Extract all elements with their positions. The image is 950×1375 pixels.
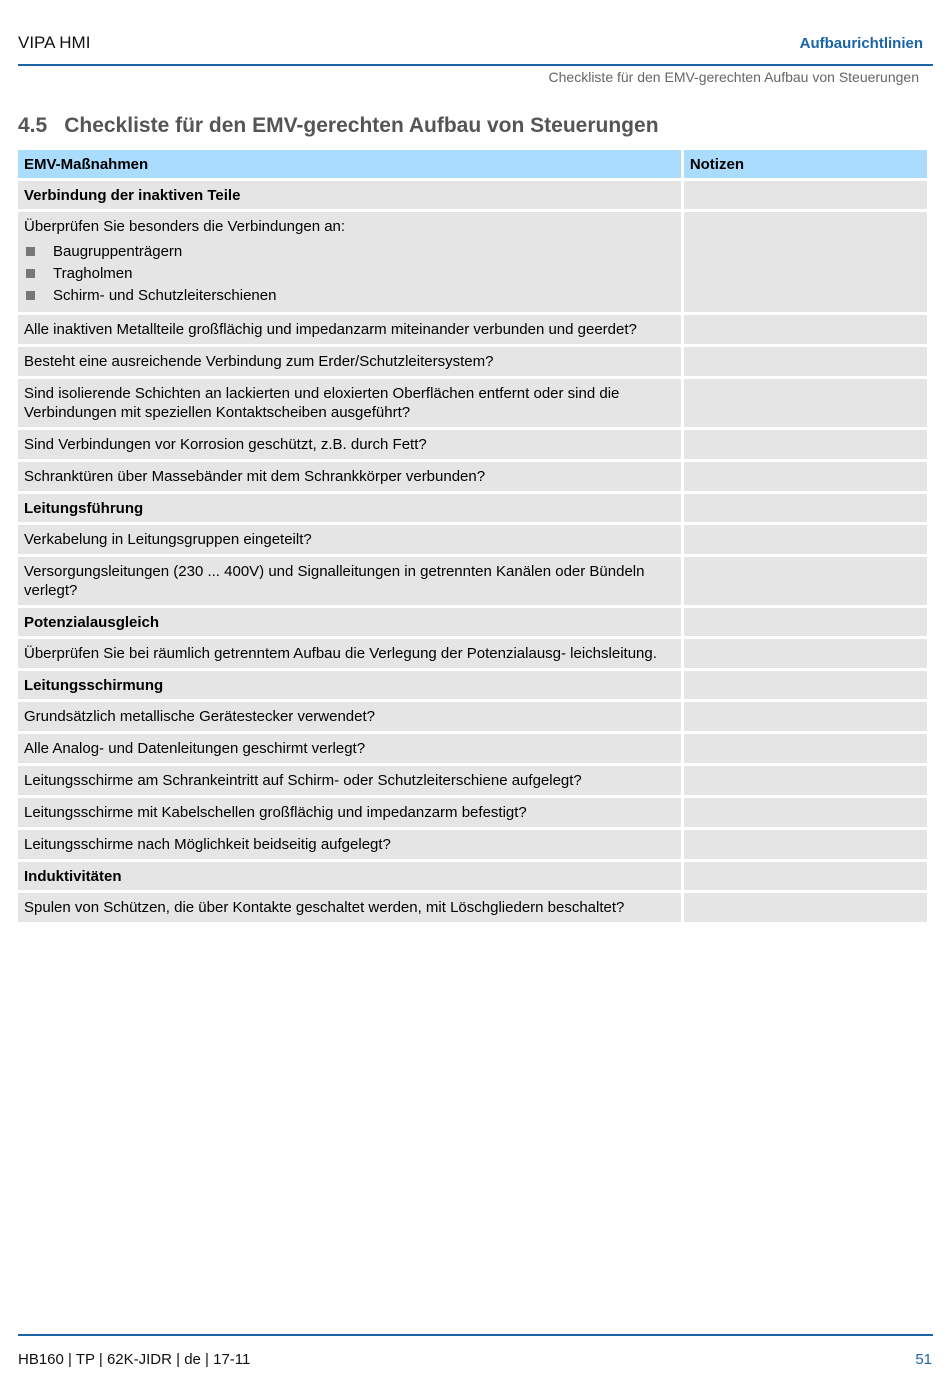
measure-cell	[18, 702, 681, 731]
group-heading	[18, 862, 681, 890]
table-row	[18, 379, 927, 427]
notes-cell	[684, 639, 927, 668]
group-heading-row	[18, 181, 927, 209]
table-row	[18, 734, 927, 763]
notes-cell	[684, 830, 927, 859]
group-heading-text: Induktivitäten	[24, 867, 122, 885]
group-heading	[18, 181, 681, 209]
group-heading-row	[18, 494, 927, 522]
section-title: Checkliste für den EMV-gerechten Aufbau von Steuerungen	[64, 114, 659, 137]
chapter-title: Aufbaurichtlinien	[799, 35, 923, 52]
table-row	[18, 212, 927, 312]
measure-cell	[18, 212, 681, 312]
measure-text: Sind Verbindungen vor Korrosion geschützt, z.B. durch Fett?	[24, 436, 427, 453]
group-heading-text: Leitungsführung	[24, 499, 144, 517]
table-row	[18, 830, 927, 859]
bullet-item	[24, 285, 675, 307]
measure-text: Sind isolierende Schichten an lackierten und eloxierten Oberflächen entfernt oder sind die Verbindungen mit speziellen Kontaktscheiben ausgeführt?	[24, 385, 620, 421]
measure-cell	[18, 798, 681, 827]
table-row	[18, 639, 927, 668]
measure-cell	[18, 893, 681, 922]
table-header-row	[18, 150, 927, 178]
notes-cell	[684, 893, 927, 922]
square-bullet-icon	[26, 269, 35, 278]
measure-text: Überprüfen Sie besonders die Verbindungen an:	[24, 218, 346, 235]
bullet-item	[24, 263, 675, 285]
measure-text: Leitungsschirme mit Kabelschellen großflächig und impedanzarm befestigt?	[24, 804, 527, 821]
group-heading	[18, 671, 681, 699]
column-header-notes: Notizen	[684, 150, 927, 178]
header-divider	[18, 64, 933, 66]
notes-cell	[684, 862, 927, 890]
table-row	[18, 893, 927, 922]
group-heading-text: Leitungsschirmung	[24, 676, 164, 694]
bullet-list	[24, 241, 675, 307]
group-heading-text: Potenzialausgleich	[24, 613, 160, 631]
group-heading-row	[18, 608, 927, 636]
measure-cell	[18, 430, 681, 459]
measure-text: Spulen von Schützen, die über Kontakte geschaltet werden, mit Löschgliedern beschaltet?	[24, 899, 625, 916]
table-body	[18, 181, 927, 922]
measure-cell	[18, 557, 681, 605]
notes-cell	[684, 494, 927, 522]
measure-cell	[18, 830, 681, 859]
bullet-item	[24, 241, 675, 263]
notes-cell	[684, 798, 927, 827]
notes-cell	[684, 462, 927, 491]
measure-text: Leitungsschirme nach Möglichkeit beidseitig aufgelegt?	[24, 836, 391, 853]
measure-text: Grundsätzlich metallische Gerätestecker verwendet?	[24, 708, 375, 725]
table-row	[18, 462, 927, 491]
measure-text: Versorgungsleitungen (230 ... 400V) und Signalleitungen in getrennten Kanälen oder Bündeln verlegt?	[24, 563, 645, 599]
notes-cell	[684, 315, 927, 344]
table-row	[18, 525, 927, 554]
notes-cell	[684, 734, 927, 763]
measure-cell	[18, 462, 681, 491]
notes-cell	[684, 671, 927, 699]
running-subtitle: Checkliste für den EMV-gerechten Aufbau von Steuerungen	[548, 69, 919, 85]
table-row	[18, 430, 927, 459]
measure-cell	[18, 639, 681, 668]
measure-text: Schranktüren über Massebänder mit dem Schrankkörper verbunden?	[24, 468, 486, 485]
table-row	[18, 557, 927, 605]
measure-cell	[18, 347, 681, 376]
measure-cell	[18, 766, 681, 795]
group-heading	[18, 608, 681, 636]
notes-cell	[684, 379, 927, 427]
table-row	[18, 766, 927, 795]
document-header-title: VIPA HMI	[18, 33, 91, 52]
group-heading-row	[18, 671, 927, 699]
measure-text: Leitungsschirme am Schrankeintritt auf Schirm- oder Schutzleiterschiene aufgelegt?	[24, 772, 582, 789]
measure-cell	[18, 315, 681, 344]
measure-cell	[18, 734, 681, 763]
square-bullet-icon	[26, 291, 35, 300]
notes-cell	[684, 702, 927, 731]
bullet-text: Baugruppenträgern	[53, 243, 183, 260]
measure-text: Alle Analog- und Datenleitungen geschirmt verlegt?	[24, 740, 366, 757]
notes-cell	[684, 525, 927, 554]
group-heading-text: Verbindung der inaktiven Teile	[24, 186, 241, 204]
table-row	[18, 347, 927, 376]
column-header-measures: EMV-Maßnahmen	[18, 150, 681, 178]
measure-text: Alle inaktiven Metallteile großflächig und impedanzarm miteinander verbunden und geerdet?	[24, 321, 637, 338]
bullet-text: Schirm- und Schutzleiterschienen	[53, 287, 277, 304]
table-row	[18, 798, 927, 827]
section-number: 4.5	[18, 114, 48, 137]
square-bullet-icon	[26, 247, 35, 256]
measure-cell	[18, 379, 681, 427]
notes-cell	[684, 347, 927, 376]
table-row	[18, 702, 927, 731]
measure-text: Verkabelung in Leitungsgruppen eingeteilt?	[24, 531, 312, 548]
notes-cell	[684, 557, 927, 605]
group-heading	[18, 494, 681, 522]
table-row	[18, 315, 927, 344]
notes-cell	[684, 212, 927, 312]
group-heading-row	[18, 862, 927, 890]
measure-cell	[18, 525, 681, 554]
notes-cell	[684, 181, 927, 209]
measure-text: Besteht eine ausreichende Verbindung zum Erder/Schutzleitersystem?	[24, 353, 494, 370]
emv-checklist-table	[15, 147, 930, 925]
bullet-text: Tragholmen	[53, 265, 133, 282]
measure-text: Überprüfen Sie bei räumlich getrenntem Aufbau die Verlegung der Potenzialausg- leichsleitung.	[24, 645, 657, 662]
section-heading	[18, 114, 659, 138]
document-id: HB160 | TP | 62K-JIDR | de | 17-11	[18, 1351, 251, 1368]
notes-cell	[684, 608, 927, 636]
notes-cell	[684, 766, 927, 795]
page-number: 51	[915, 1351, 932, 1368]
notes-cell	[684, 430, 927, 459]
footer-divider	[18, 1334, 933, 1336]
